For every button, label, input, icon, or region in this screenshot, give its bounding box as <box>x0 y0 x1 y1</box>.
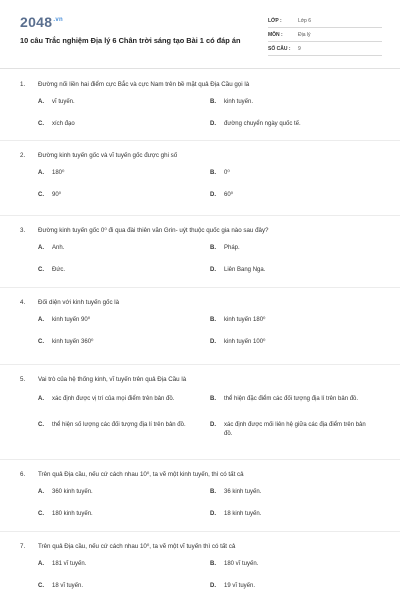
option-letter: C. <box>38 511 44 517</box>
option-letter: A. <box>38 489 44 495</box>
option-letter: A. <box>38 561 44 567</box>
quiz-title: 10 câu Trắc nghiệm Địa lý 6 Chân trời sáng tạo Bài 1 có đáp án <box>20 36 241 45</box>
option-text: xác định được mối liên hệ giữa các địa điểm trên bản đồ. <box>224 422 366 437</box>
option-letter: D. <box>210 192 216 198</box>
option-letter: B. <box>210 489 216 495</box>
meta-value: Lớp 6 <box>298 17 312 24</box>
question-text: Trên quả Địa cầu, nếu cứ cách nhau 10⁰, ta vẽ một vĩ tuyến thì có tất cả <box>38 543 236 550</box>
option-letter: C. <box>38 583 44 589</box>
answer-option[interactable] <box>210 338 370 347</box>
option-text: thể hiện đặc điểm các đối tượng địa lí trên bản đồ. <box>224 396 359 402</box>
question-stem <box>20 151 382 160</box>
option-text: 36 kinh tuyến. <box>224 489 262 495</box>
option-text: 0⁰ <box>224 170 230 176</box>
option-letter: A. <box>38 170 44 176</box>
meta-label: MÔN : <box>268 31 283 38</box>
question-text: Đường kinh tuyến gốc và vĩ tuyến gốc được ghi số <box>38 152 178 159</box>
option-letter: D. <box>210 121 216 127</box>
option-text: xích đạo <box>52 121 75 127</box>
option-letter: D. <box>210 583 216 589</box>
answer-option[interactable] <box>210 244 370 253</box>
option-letter: B. <box>210 99 216 105</box>
question-number: 1. <box>20 81 26 88</box>
option-letter: D. <box>210 422 216 428</box>
option-text: thể hiện số lượng các đối tượng địa lí trên bản đồ. <box>52 422 186 428</box>
option-text: 60⁰ <box>224 192 234 198</box>
question-number: 7. <box>20 543 26 550</box>
answer-option[interactable] <box>38 582 198 591</box>
option-letter: C. <box>38 267 44 273</box>
meta-value: 9 <box>298 45 301 52</box>
option-letter: B. <box>210 561 216 567</box>
option-text: kinh tuyến. <box>224 99 254 105</box>
answer-option[interactable] <box>210 316 370 325</box>
option-letter: B. <box>210 245 216 251</box>
option-letter: A. <box>38 396 44 402</box>
logo-text: 2048 <box>20 14 53 30</box>
question-stem <box>20 226 382 235</box>
answer-option[interactable] <box>210 488 370 497</box>
option-text: 180⁰ <box>52 170 65 176</box>
site-logo[interactable] <box>20 14 63 30</box>
answer-option[interactable] <box>210 191 370 200</box>
option-text: xác định được vị trí của mọi điểm trên bản đồ. <box>52 396 175 402</box>
option-letter: D. <box>210 339 216 345</box>
question-stem <box>20 375 382 384</box>
option-text: Đức. <box>52 267 66 273</box>
option-text: 180 kinh tuyến. <box>52 511 93 517</box>
answer-option[interactable] <box>210 395 370 404</box>
option-letter: D. <box>210 267 216 273</box>
question-number: 2. <box>20 152 26 159</box>
answer-option[interactable] <box>210 510 370 519</box>
option-text: đường chuyển ngày quốc tế. <box>224 121 301 127</box>
question-divider <box>0 215 400 216</box>
answer-option[interactable] <box>38 560 198 569</box>
option-letter: C. <box>38 121 44 127</box>
question-stem <box>20 470 382 479</box>
answer-option[interactable] <box>38 98 198 107</box>
question-item <box>20 470 382 517</box>
answer-option[interactable] <box>38 421 198 430</box>
question-number: 5. <box>20 376 26 383</box>
answer-option[interactable] <box>210 120 370 129</box>
question-number: 6. <box>20 471 26 478</box>
option-text: 18 kinh tuyến. <box>224 511 262 517</box>
question-text: Trên quả Địa cầu, nếu cứ cách nhau 10⁰, ta vẽ một kinh tuyến, thì có tất cả <box>38 471 244 478</box>
option-letter: C. <box>38 192 44 198</box>
answer-option[interactable] <box>210 560 370 569</box>
option-text: 19 vĩ tuyến. <box>224 583 256 589</box>
meta-label: LỚP : <box>268 17 282 24</box>
answer-option[interactable] <box>38 338 198 347</box>
option-text: Anh. <box>52 245 65 251</box>
question-number: 3. <box>20 227 26 234</box>
meta-row-subject <box>268 28 382 42</box>
answer-option[interactable] <box>38 316 198 325</box>
quiz-meta-table <box>268 14 382 56</box>
question-item <box>20 375 382 437</box>
answer-option[interactable] <box>38 244 198 253</box>
option-text: Pháp. <box>224 245 240 251</box>
option-text: 180 vĩ tuyến. <box>224 561 259 567</box>
answer-option[interactable] <box>210 169 370 178</box>
option-text: 18 vĩ tuyến. <box>52 583 84 589</box>
option-text: 181 vĩ tuyến. <box>52 561 87 567</box>
option-text: Liên Bang Nga. <box>224 267 266 273</box>
question-divider <box>0 287 400 288</box>
option-letter: A. <box>38 245 44 251</box>
question-item <box>20 226 382 273</box>
meta-row-count <box>268 42 382 56</box>
option-letter: B. <box>210 317 216 323</box>
answer-option[interactable] <box>210 266 370 275</box>
option-letter: A. <box>38 99 44 105</box>
answer-option[interactable] <box>38 395 198 404</box>
option-letter: D. <box>210 511 216 517</box>
question-divider <box>0 531 400 532</box>
meta-value: Địa lý <box>298 31 311 38</box>
answer-option[interactable] <box>38 169 198 178</box>
answer-option[interactable] <box>210 421 370 439</box>
option-text: vĩ tuyến. <box>52 99 75 105</box>
logo-domain: .vn <box>53 17 63 24</box>
option-letter: C. <box>38 422 44 428</box>
option-text: kinh tuyến 90⁰ <box>52 317 91 323</box>
answer-option[interactable] <box>38 266 198 275</box>
quiz-header <box>20 14 382 60</box>
meta-row-class <box>268 14 382 28</box>
answer-option[interactable] <box>38 120 198 129</box>
question-stem <box>20 80 382 89</box>
question-item <box>20 542 382 589</box>
option-text: kinh tuyến 100⁰ <box>224 339 266 345</box>
question-divider <box>0 364 400 365</box>
option-text: 360 kinh tuyến. <box>52 489 93 495</box>
option-letter: A. <box>38 317 44 323</box>
question-stem <box>20 542 382 551</box>
option-letter: B. <box>210 396 216 402</box>
answer-option[interactable] <box>38 510 198 519</box>
answer-option[interactable] <box>210 98 370 107</box>
question-item <box>20 298 382 345</box>
question-text: Đối diện với kinh tuyến gốc là <box>38 299 120 306</box>
option-text: 90⁰ <box>52 192 62 198</box>
question-divider <box>0 140 400 141</box>
question-text: Đường nối liền hai điểm cực Bắc và cực Nam trên bề mặt quả Địa Cầu gọi là <box>38 81 250 88</box>
option-text: kinh tuyến 180⁰ <box>224 317 266 323</box>
question-divider <box>0 459 400 460</box>
question-text: Đường kinh tuyến gốc 0⁰ đi qua đài thiên văn Grin- uýt thuộc quốc gia nào sau đây? <box>38 227 269 234</box>
question-number: 4. <box>20 299 26 306</box>
question-item <box>20 151 382 198</box>
question-stem <box>20 298 382 307</box>
answer-option[interactable] <box>38 191 198 200</box>
option-letter: C. <box>38 339 44 345</box>
answer-option[interactable] <box>38 488 198 497</box>
meta-label: SỐ CÂU : <box>268 45 291 52</box>
option-text: kinh tuyến 360⁰ <box>52 339 94 345</box>
question-item <box>20 80 382 127</box>
option-letter: B. <box>210 170 216 176</box>
question-text: Vai trò của hệ thống kinh, vĩ tuyến trên quả Địa Cầu là <box>38 376 187 383</box>
header-divider <box>0 68 400 69</box>
answer-option[interactable] <box>210 582 370 591</box>
